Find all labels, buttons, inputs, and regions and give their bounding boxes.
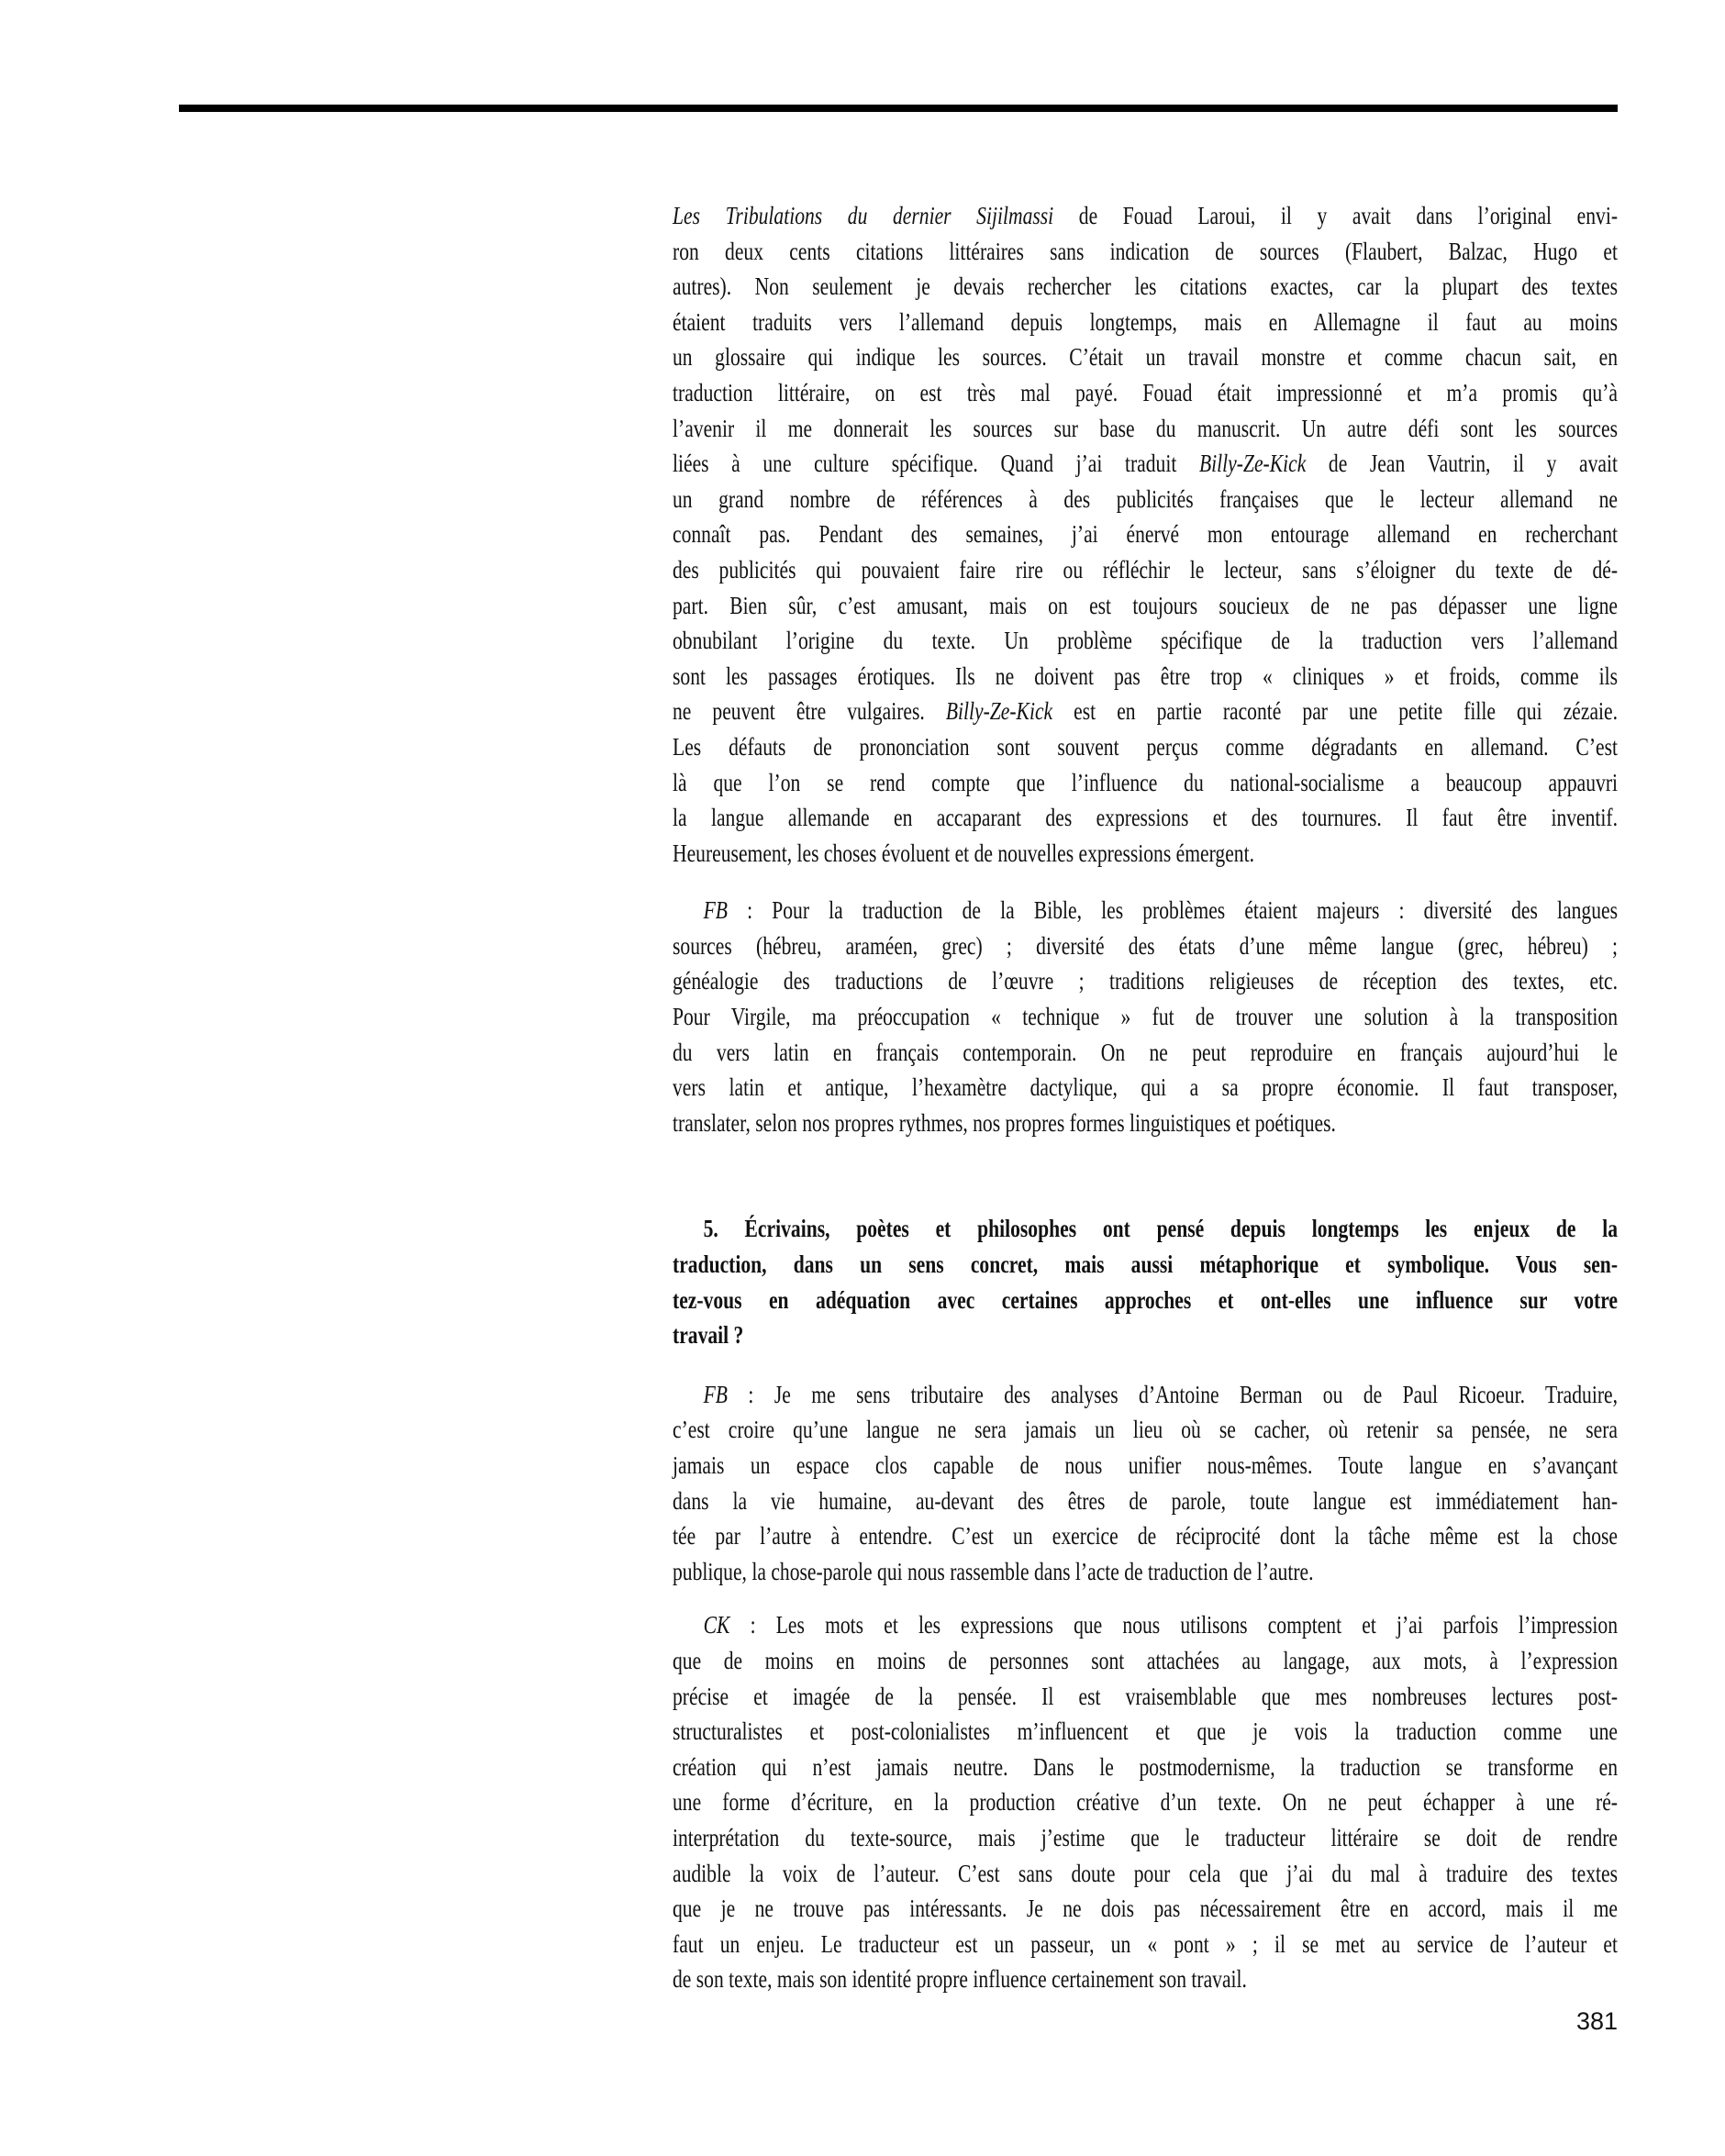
italic-text-run: FB [703, 896, 728, 925]
text-run: traduction, dans un sens concret, mais aussi métaphorique et symbolique. Vous sen- [673, 1250, 1619, 1279]
italic-text-run: Les Tribulations du dernier Sijilmassi [673, 202, 1054, 229]
text-run: obnubilant l’origine du texte. Un problème spécifique de la traduction vers l’allemand [673, 627, 1619, 655]
text-line [673, 800, 1618, 836]
text-run: tée par l’autre à entendre. C’est un exercice de réciprocité dont la tâche même est la chose [673, 1522, 1619, 1550]
text-run: translater, selon nos propres rythmes, nos propres formes linguistiques et poétiques. [673, 1108, 1336, 1137]
text-line [673, 446, 1618, 482]
text-run: publique, la chose-parole qui nous rassemble dans l’acte de traduction de l’autre. [673, 1557, 1314, 1585]
text-line [673, 1211, 1618, 1247]
text-run: étaient traduits vers l’allemand depuis longtemps, mais en Allemagne il faut au moins [673, 307, 1619, 336]
body-text [673, 198, 1618, 1997]
text-run: Pour Virgile, ma préoccupation « technique » fut de trouver une solution à la transposition [673, 1003, 1619, 1031]
text-line [673, 411, 1618, 447]
text-run: : Les mots et les expressions que nous utilisons comptent et j’ai parfois l’impression [729, 1611, 1619, 1639]
text-run: sont les passages érotiques. Ils ne doivent pas être trop « cliniques » et froids, comme ils [673, 661, 1619, 690]
text-run: 5. Écrivains, poètes et philosophes ont pensé depuis longtemps les enjeux de la [703, 1215, 1619, 1243]
text-run: là que l’on se rend compte que l’influence du national-socialisme a beaucoup appauvri [673, 768, 1619, 796]
text-line [673, 963, 1618, 999]
text-run: de Jean Vautrin, il y avait [1306, 450, 1619, 478]
text-run: création qui n’est jamais neutre. Dans le postmodernisme, la traduction se transforme en [673, 1752, 1619, 1781]
page-number: 381 [1575, 2007, 1618, 2035]
text-run: est en partie raconté par une petite fille qui zézaie. [1052, 697, 1619, 726]
text-line [673, 928, 1618, 964]
italic-text-run: CK [703, 1611, 730, 1639]
text-run: l’avenir il me donnerait les sources sur base du manuscrit. Un autre défi sont les sources [673, 414, 1619, 442]
text-line [673, 1679, 1618, 1715]
text-line [673, 588, 1618, 624]
text-run: que je ne trouve pas intéressants. Je ne dois pas nécessairement être en accord, mais il me [673, 1895, 1619, 1923]
text-run: faut un enjeu. Le traducteur est un passeur, un « pont » ; il se met au service de l’auteur et [673, 1929, 1619, 1958]
italic-text-run: Billy-Ze-Kick [945, 697, 1053, 726]
text-run: travail ? [673, 1321, 744, 1350]
text-line [673, 1554, 1618, 1590]
text-run: Heureusement, les choses évoluent et de nouvelles expressions émergent. [673, 839, 1254, 867]
text-run: ron deux cents citations littéraires sans indication de sources (Flaubert, Balzac, Hugo et [673, 237, 1619, 265]
text-run: de Fouad Laroui, il y avait dans l’original envi- [1053, 202, 1619, 229]
text-line [673, 1283, 1618, 1318]
text-line [673, 893, 1618, 928]
text-line [673, 269, 1618, 305]
text-run: : Je me sens tributaire des analyses d’Antoine Berman ou de Paul Ricoeur. Traduire, [727, 1380, 1619, 1408]
text-line [673, 552, 1618, 588]
text-line [673, 1714, 1618, 1750]
text-line [673, 1035, 1618, 1071]
text-run: que de moins en moins de personnes sont attachées au langage, aux mots, à l’expression [673, 1646, 1619, 1674]
text-line [673, 1856, 1618, 1892]
text-run: jamais un espace clos capable de nous unifier nous-mêmes. Toute langue en s’avançant [673, 1451, 1619, 1479]
text-line [673, 659, 1618, 695]
text-run: interprétation du texte-source, mais j’estime que le traducteur littéraire se doit de rendre [673, 1823, 1619, 1851]
text-run: c’est croire qu’une langue ne sera jamais un lieu où se cacher, où retenir sa pensée, ne sera [673, 1416, 1619, 1444]
text-line [673, 1750, 1618, 1785]
text-run: précise et imagée de la pensée. Il est vraisemblable que mes nombreuses lectures post- [673, 1682, 1619, 1710]
text-run: tez-vous en adéquation avec certaines approches et ont-elles une influence sur votre [673, 1285, 1619, 1314]
text-line [673, 1412, 1618, 1448]
paragraph-fb-berman [673, 1377, 1618, 1590]
text-run: dans la vie humaine, au-devant des êtres de parole, toute langue est immédiatement han- [673, 1486, 1619, 1515]
text-line [673, 1247, 1618, 1283]
text-run: une forme d’écriture, en la production créative d’un texte. On ne peut échapper à une ré- [673, 1788, 1619, 1817]
text-line [673, 1927, 1618, 1962]
text-run: part. Bien sûr, c’est amusant, mais on est toujours soucieux de ne pas dépasser une ligne [673, 591, 1619, 619]
text-run: un grand nombre de références à des publicités françaises que le lecteur allemand ne [673, 484, 1619, 513]
text-run: des publicités qui pouvaient faire rire ou réfléchir le lecteur, sans s’éloigner du texte de dé- [673, 555, 1619, 583]
text-line [673, 305, 1618, 340]
text-line [673, 1106, 1618, 1141]
text-run: audible la voix de l’auteur. C’est sans doute pour cela que j’ai du mal à traduire des textes [673, 1859, 1619, 1887]
text-line [673, 517, 1618, 552]
text-run: vers latin et antique, l’hexamètre dactylique, qui a sa propre économie. Il faut transposer, [673, 1073, 1619, 1102]
paragraph-citations-sources [673, 198, 1618, 871]
text-run: liées à une culture spécifique. Quand j’ai traduit [673, 450, 1199, 478]
text-run: structuralistes et post-colonialistes m’influencent et que je vois la traduction comme une [673, 1717, 1619, 1746]
text-line [673, 1377, 1618, 1413]
text-run: : Pour la traduction de la Bible, les problèmes étaient majeurs : diversité des langues [727, 896, 1619, 925]
text-run: sources (hébreu, araméen, grec) ; diversité des états d’une même langue (grec, hébreu) ; [673, 931, 1619, 960]
text-run: de son texte, mais son identité propre influence certainement son travail. [673, 1965, 1247, 1994]
paragraph-ck-mots [673, 1607, 1618, 1997]
text-line [673, 198, 1618, 234]
text-line [673, 482, 1618, 517]
text-line [673, 1607, 1618, 1643]
text-line [673, 234, 1618, 270]
text-line [673, 836, 1618, 872]
text-line [673, 765, 1618, 801]
text-line [673, 1820, 1618, 1856]
text-run: traduction littéraire, on est très mal payé. Fouad était impressionné et m’a promis qu’à [673, 378, 1619, 406]
text-line [673, 1891, 1618, 1927]
text-run: un glossaire qui indique les sources. C’était un travail monstre et comme chacun sait, en [673, 343, 1619, 372]
top-rule [179, 105, 1618, 112]
text-line [673, 1784, 1618, 1820]
text-line [673, 1317, 1618, 1353]
text-line [673, 1962, 1618, 1997]
text-line [673, 1448, 1618, 1484]
text-line [673, 375, 1618, 411]
text-run: connaît pas. Pendant des semaines, j’ai énervé mon entourage allemand en recherchant [673, 520, 1619, 549]
paragraph-question-5 [673, 1211, 1618, 1352]
text-line [673, 1070, 1618, 1106]
text-line [673, 999, 1618, 1035]
text-line [673, 1484, 1618, 1519]
italic-text-run: Billy-Ze-Kick [1198, 450, 1307, 478]
text-run: Les défauts de prononciation sont souvent perçus comme dégradants en allemand. C’est [673, 732, 1619, 761]
italic-text-run: FB [703, 1380, 728, 1408]
text-run: du vers latin en français contemporain. On ne peut reproduire en français aujourd’hui le [673, 1038, 1619, 1066]
text-line [673, 694, 1618, 729]
text-line [673, 1518, 1618, 1554]
text-run: généalogie des traductions de l’œuvre ; traditions religieuses de réception des textes, etc. [673, 967, 1619, 995]
paragraph-fb-bible [673, 893, 1618, 1140]
text-line [673, 729, 1618, 765]
text-run: autres). Non seulement je devais rechercher les citations exactes, car la plupart des textes [673, 272, 1619, 301]
text-line [673, 1643, 1618, 1679]
text-line [673, 339, 1618, 375]
text-run: la langue allemande en accaparant des expressions et des tournures. Il faut être inventif. [673, 804, 1619, 832]
text-line [673, 623, 1618, 659]
text-run: ne peuvent être vulgaires. [673, 697, 946, 726]
